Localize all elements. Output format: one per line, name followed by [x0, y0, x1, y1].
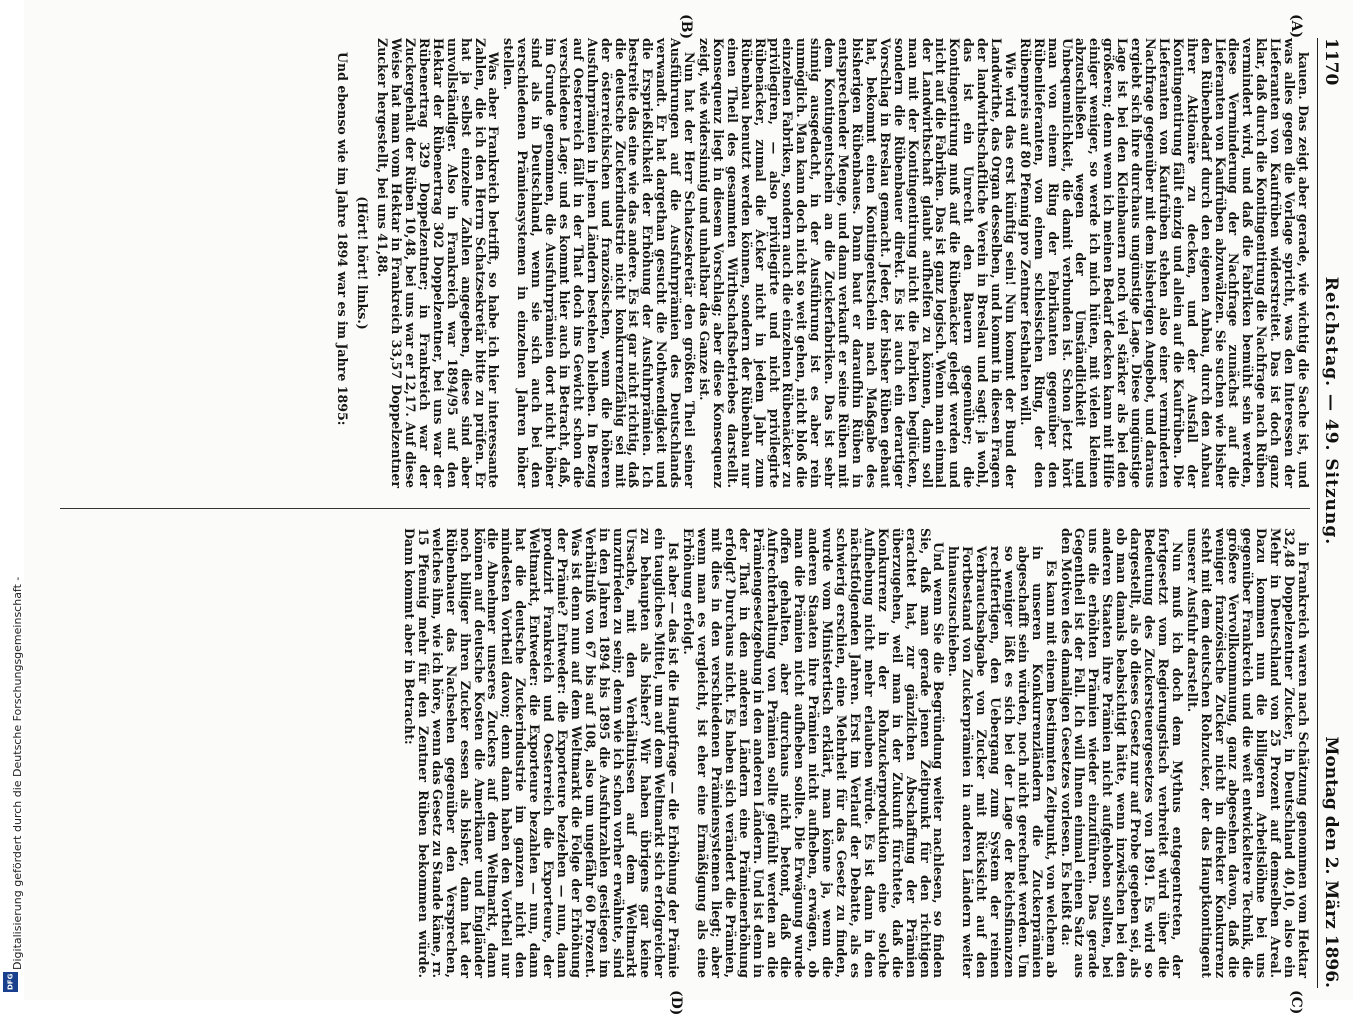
session-title: Reichstag. — 49. Sitzung. — [1321, 276, 1341, 546]
margin-marker-b: (B) — [678, 14, 694, 40]
left-paragraph: Und ebenso wie im Jahre 1894 war es im Jahre 1895: — [335, 52, 351, 426]
quoted-paragraph: Es kann mit einem bestimmten Zeitpunkt, von welchem ab in unseren Konkurrenzländern die Zuckerprämien abgeschafft sein würden, noch nicht gerechnet werden. Um so weniger läßt es sich bei der Lage der Reichsfinanzen rechtfertigen, den Uebergang zum System der reinen Verbrauchsabgabe von Zucker mit Rücksicht auf den Fortbestand von Zuckerprämien in anderen Ländern weiter hinauszuschieben. — [946, 546, 1059, 978]
page-number: 1170 — [1321, 38, 1341, 86]
left-paragraph: kauen. Das zeigt aber gerade, wie wichtig die Sache ist, und was alles gegen die Vorlage spricht, was den Interessen der Lieferanten von Kaufrüben widerstreitet. Das ist doch ganz klar, daß durch die Kontingentirung die Nachfrage nach Rüben vermindert wird, und daß die Fabriken bemüht sein werden, diese Verminderung der Nachfrage zunächst auf die Lieferanten von Kaufrüben abzuwälzen. Sie suchen wie bisher den Rübenbedarf durch den eigenen Anbau, durch den Anbau ihrer Aktionäre zu decken, und der Ausfall der Kontingentirung fällt einzig und allein auf die Kaufrüben. Die Lieferanten von Kaufrüben stehen also einer verminderten Nachfrage gegenüber mit dem bisherigen Angebot, und daraus ergiebt sich ihre durchaus ungünstige Lage. Diese ungünstige Lage ist bei den Kleinbauern noch viel stärker als bei den größeren; denn wenn ich meinen Bedarf decken kann mit Hilfe einiger weniger, so werde ich mich hüten, mit vielen kleinen abzuschließen wegen der Umständlichkeit und Unbequemlichkeit, die damit verbunden ist. Schon jetzt hört man von einem Ring der Fabrikanten gegenüber den Rübenlieferanten, von einem schlesischen Ring, der den Rübenpreis auf 80 Pfennig pro Zentner festhalten will. — [1017, 38, 1311, 488]
left-paragraph: Was aber Frankreich betrifft, so habe ich hier interessante Zahlen, die ich den Herrn Schatzsekretär bitte zu prüfen. Er hat ja selbst einzelne Zahlen angegeben, diese sind aber unvollständiger. Also in Frankreich war 1894/95 auf den Hektar der Rübenertrag 302 Doppelzentner, bei uns war der Rübenertrag 329 Doppelzentner; in Frankreich war der Zuckergehalt der Rüben 10,48, bei uns war er 12,17. Auf diese Weise hat man vom Hektar in Frankreich 33,57 Doppelzentner Zucker hergestellt, bei uns 41,88. — [375, 38, 502, 488]
rotated-page-content — [44, 14, 1344, 1015]
margin-marker-a: (A) — [1288, 14, 1304, 39]
left-paragraph: Nun hat der Herr Schatzsekretär den größten Theil seiner Ausführungen auf die Ausfuhrprämien des Deutschlands verwandt. Er hat dargethan gesucht die Nothwendigkeit und die Ersprießlichkeit der Erhöhung der Ausfuhrprämien. Ich bestreite das eine wie das andere. Es ist gar nicht richtig, daß die deutsche Zuckerindustrie nicht konkurrenzfähig sei mit der österreichischen und französischen, wenn die höheren Ausfuhrprämien in jenen Ländern bestehen bleiben. In Bezug auf Oesterreich fällt in der That doch ins Gewicht schon die verschiedene Lage; und es kommt hier auch in Betracht, daß, im Grunde genommen, die Ausfuhrprämien dort nicht höher sind als in Deutschland, wenn sie sich auch bei den verschiedenen Prämiensystemen in einzelnen Jahren höher stellen. — [501, 38, 698, 488]
page-header — [1317, 38, 1344, 988]
margin-marker-c: (C) — [1288, 990, 1304, 1015]
scanned-page — [24, 0, 1353, 1015]
dfg-logo-icon: DFG — [3, 972, 18, 992]
margin-marker-d: (D) — [668, 990, 684, 1015]
right-paragraph: in Frankreich waren nach Schätzung genommen vom Hektar 32,48 Doppelzentner Zucker, in Deutschland 40,10, also ein Mehr in Deutschland von 25 Prozent auf demselben Areal. Dazu kommen nun die billigeren Arbeitslöhne bei uns gegenüber Frankreich und die weit entwickeltere Technik, die größere Vervollkommnung, ganz abgesehen davon, daß die weniger französische Zucker nicht in direkter Konkurrenz steht mit dem deutschen Rohzucker, der das Hauptkontingent unserer Ausfuhr darstellt. — [1184, 528, 1311, 978]
right-paragraph: Nun muß ich doch dem Mythus entgegentreten, der fortgesetzt vom Regierungstisch verbreitet wird über die Bedeutung des Zuckersteuergesetzes von 1891. Es wird so dargestellt, als ob dieses Gesetz nur auf Probe gegeben sei, als ob man damals beabsichtigt hätte, wenn inzwischen bei den anderen Staaten ihre Prämien nicht aufgehoben sollten, bei uns die erhöhten Prämien wieder einzuführen. Das gerade Gegentheil ist der Fall. Ich will Ihnen einmal einen Satz aus den Motiven des damaligen Gesetzes vorlesen. Es heißt da: — [1058, 528, 1185, 978]
right-paragraph: Ist aber — das ist die Hauptfrage — die Erhöhung der Prämie ein taugliches Mittel, um auf dem Weltmarkt sich erfolgreicher zu behaupten als bisher? Wir haben übrigens gar keine Ursache, mit den Verhältnissen auf dem Weltmarkt unzufrieden zu sein; denn wie ich schon vorher erwähnte, sind in den Jahren 1894 bis 1895 die Ausfuhrzahlen gestiegen im Verhältniß von 67 bis auf 108, also um ungefähr 60 Prozent. Was ist denn nun auf dem Weltmarkt die Folge der Erhöhung der Prämie? Entweder: die Exporteure beziehen — nun, dann produzirt Frankreich und Oesterreich die Exporteure, der Weltmarkt, Entweder: die Exporteure bezahlen — nun, dann hat die deutsche Zuckerindustrie im ganzen nicht den mindesten Vortheil davon; denn dann haben den Vortheil nur die Abnehmer unseres Zuckers auf dem Weltmarkt, dann können auf deutsche Kosten die Amerikaner und Engländer noch billiger ihren Zucker essen als bisher, dann hat der Rübenbauer das Nachsehen gegenüber den Versprechen, welches ihm, wie ich höre, wenn das Gesetz zu Stande käme, rr. 15 Pfennig mehr für den Zentner Rüben bekommen würde. Dann kommt aber in Betracht: — [402, 528, 682, 978]
session-date: Montag den 2. März 1896. — [1321, 736, 1341, 988]
left-column — [60, 38, 1310, 488]
left-paragraph: Wie wird das erst künftig sein! Nun kommt der Bund der Landwirthe, das Organ desselben, und kommt in diesen Fragen der landwirthschaftliche Verein in Breslau und sagt: ja wohl, das ist ein Unrecht den Bauern gegenüber; die Kontingentirung muß auf die Rübenäcker gelegt werden und nicht auf die Fabriken. Das ist ganz logisch. Wenn man einmal der Landwirthschaft glaubt aufhelfen zu können, dann soll man mit der Kontingentirung nicht die Fabriken beglücken, sondern die Rübenbauer direkt. Es ist auch ein derartiger Vorschlag in Breslau gemacht. Jeder, der bisher Rüben gebaut hat, bekommt einen Kontingentschein nach Maßgabe des bisherigen Rübenbaues. Dann baut er daraufhin Rüben in entsprechender Menge, und dann verkauft er seine Rüben mit dem Kontingentschein an die Zuckerfabriken. Das ist sehr sinnig ausgedacht, in der Ausführung ist es aber rein unmöglich. Man kann doch nicht so weit gehen, nicht bloß die einzelnen Fabriken, sondern auch die einzelnen Rübenäcker zu privilegiren, — also privilegirte und nicht privilegirte Rübenäcker, zumal die Äcker nicht in jedem Jahr zum Rübenbau benutzt werden können, sondern der Rübenbau nur einen Theil des gesammten Wirthschaftsbetriebes darstellt. Konsequenz liegt in diesem Vorschlag; aber diese Konsequenz zeigt, wie widersinnig und unhaltbar das Ganze ist. — [697, 38, 1018, 488]
digitization-credit-text: Digitalisierung gefördert durch die Deutsche Forschungsgemeinschaft - — [11, 576, 24, 970]
column-divider — [60, 508, 1310, 509]
digitization-credit-bar — [0, 0, 22, 1000]
text-columns — [60, 38, 1310, 988]
right-column — [60, 528, 1310, 978]
right-paragraph: Und wenn Sie die Begründung weiter nachlesen, so finden Sie, daß man gerade jenen Zeitpunkt für den richtigen erachtet hat, zur gänzlichen Abschaffung der Prämien überzugehen, weil man in der Zukunft fürchtete, daß die Konkurrenz in der Rohzuckerproduktion eine solche Aufhebung nicht mehr erlauben würde. Es ist dann in den nächstfolgenden Jahren. Erst im Verlauf der Debatte, als es schwierig erschien, eine Mehrheit für das Gesetz zu finden, wurde vom Ministertisch erklärt, man könne ja, wenn die anderen Staaten ihre Prämien nicht aufheben, erwägen, ob man die Prämien nicht aufheben sollte. Die Erwägung wurde offen gehalten, aber durchaus nicht betont, daß die Aufrechterhaltung von Prämien sollte gefühlt werden an die Prämiengesetzgebung in den anderen Ländern. Und ist denn in der That in den anderen Ländern eine Prämienerhöhung erfolgt? Durchaus nicht. Es haben sich verändert die Prämien, mit dies in den verschiedenen Prämiensystemen liegt; aber wenn man es vergleicht, ist eher eine Ermäßigung als eine Erhöhung erfolgt. — [681, 528, 947, 978]
interjection: (Hört! hört! links.) — [355, 196, 371, 330]
